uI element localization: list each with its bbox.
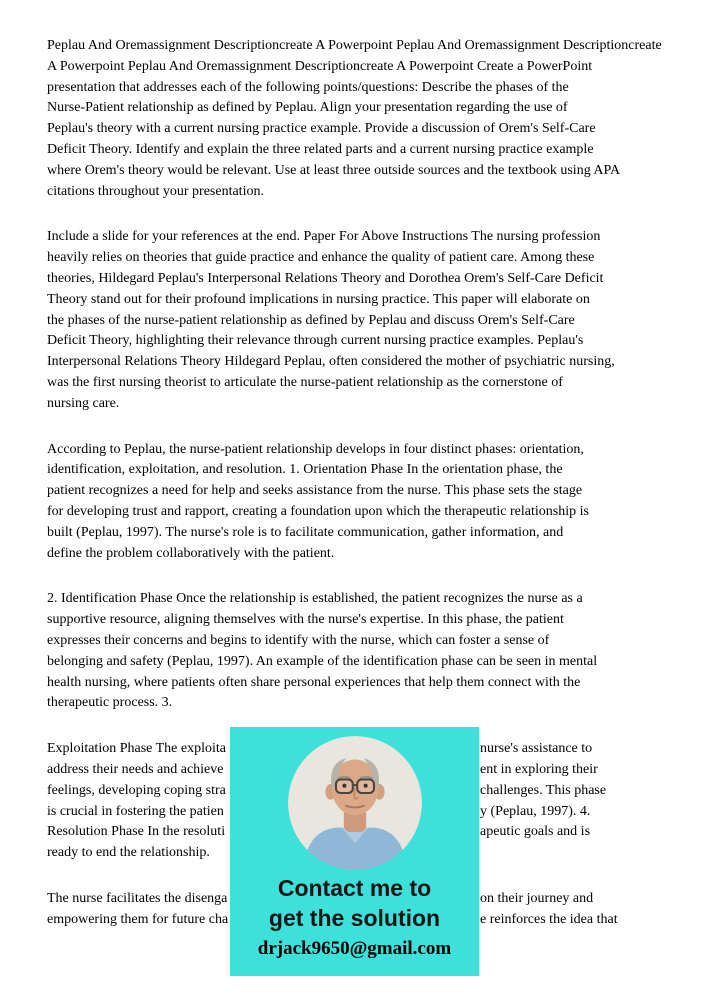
text-line: identification, exploitation, and resolution. 1. Orientation Phase In the orientation phase, the <box>47 462 563 478</box>
text-line: ready to end the relationship. <box>47 845 210 861</box>
contact-overlay <box>230 727 479 976</box>
text-line: citations throughout your presentation. <box>47 183 264 199</box>
text-line: belonging and safety (Peplau, 1997). An example of the identification phase can be seen in mental <box>47 653 598 669</box>
text-line: supportive resource, aligning themselves with the nurse's expertise. In this phase, the patient <box>47 612 564 628</box>
text-fragment-right: on their journey and <box>480 890 594 906</box>
text-fragment-right: y (Peplau, 1997). 4. <box>480 803 591 819</box>
text-line: health nursing, where patients often share personal experiences that help them connect with the <box>47 674 581 690</box>
text-line: nursing care. <box>47 395 120 411</box>
text-fragment-right: apeutic goals and is <box>480 824 591 840</box>
text-line: was the first nursing theorist to articulate the nurse-patient relationship as the cornerstone of <box>47 374 563 390</box>
text-fragment-left: is crucial in fostering the patien <box>47 803 224 819</box>
text-line: According to Peplau, the nurse-patient relationship develops in four distinct phases: orientation, <box>47 441 584 457</box>
text-line: Nurse-Patient relationship as defined by Peplau. Align your presentation regarding the use of <box>47 100 568 116</box>
text-line: Include a slide for your references at the end. Paper For Above Instructions The nursing profession <box>47 229 601 245</box>
text-line: Deficit Theory. Identify and explain the three related parts and a current nursing practice example <box>47 141 594 157</box>
text-fragment-right: nurse's assistance to <box>480 741 593 757</box>
text-line: define the problem collaboratively with the patient. <box>47 545 335 561</box>
text-line: A Powerpoint Peplau And Oremassignment Descriptioncreate A Powerpoint Create a PowerPoint <box>47 58 593 74</box>
text-fragment-left: Exploitation Phase The exploita <box>47 741 226 757</box>
text-fragment-left: The nurse facilitates the disenga <box>47 890 228 906</box>
text-line: heavily relies on theories that guide practice and enhance the quality of patient care. Among these <box>47 250 595 266</box>
text-fragment-right: challenges. This phase <box>480 782 607 798</box>
text-line: expresses their concerns and begins to identify with the nurse, which can foster a sense of <box>47 632 550 648</box>
paragraph <box>47 36 677 202</box>
contact-heading-line1: Contact me to <box>277 875 432 901</box>
contact-photo <box>288 736 422 870</box>
text-line: Theory stand out for their profound implications in nursing practice. This paper will elaborate on <box>47 291 590 307</box>
text-fragment-left: address their needs and achieve <box>47 761 224 777</box>
contact-heading-line2: get the solution <box>268 905 441 931</box>
text-line: built (Peplau, 1997). The nurse's role is to facilitate communication, gather information, and <box>47 524 564 540</box>
text-fragment-right: e reinforces the idea that <box>480 911 618 927</box>
text-line: theories, Hildegard Peplau's Interpersonal Relations Theory and Dorothea Orem's Self-Care Deficit <box>47 270 604 286</box>
text-fragment-left: Resolution Phase In the resoluti <box>47 824 226 840</box>
text-line: where Orem's theory would be relevant. Use at least three outside sources and the textbook using APA <box>47 162 621 178</box>
text-fragment-left: empowering them for future cha <box>47 911 229 927</box>
text-line: Peplau's theory with a current nursing practice example. Provide a discussion of Orem's Self-Care <box>47 121 596 137</box>
text-line: the phases of the nurse-patient relationship as defined by Peplau and discuss Orem's Self-Care <box>47 312 575 328</box>
text-line: for developing trust and rapport, creating a foundation upon which the therapeutic relationship is <box>47 503 589 519</box>
text-fragment-right: ent in exploring their <box>480 761 598 777</box>
paragraph <box>47 589 677 714</box>
text-line: patient recognizes a need for help and seeks assistance from the nurse. This phase sets the stage <box>47 483 583 499</box>
text-line: Deficit Theory, highlighting their relevance through current nursing practice examples. Peplau's <box>47 333 584 349</box>
paragraph <box>47 440 677 565</box>
text-line: therapeutic process. 3. <box>47 695 173 711</box>
paragraph <box>47 227 677 414</box>
text-line: Interpersonal Relations Theory Hildegard Peplau, often considered the mother of psychiatric nursing, <box>47 354 615 370</box>
contact-email: drjack9650@gmail.com <box>257 938 452 959</box>
text-line: presentation that addresses each of the following points/questions: Describe the phases of the <box>47 79 569 95</box>
person-avatar-icon <box>288 736 422 870</box>
text-line: 2. Identification Phase Once the relationship is established, the patient recognizes the nurse as a <box>47 591 583 607</box>
text-fragment-left: feelings, developing coping stra <box>47 782 226 798</box>
text-line: Peplau And Oremassignment Descriptioncreate A Powerpoint Peplau And Oremassignment Descriptioncreate <box>47 38 662 53</box>
